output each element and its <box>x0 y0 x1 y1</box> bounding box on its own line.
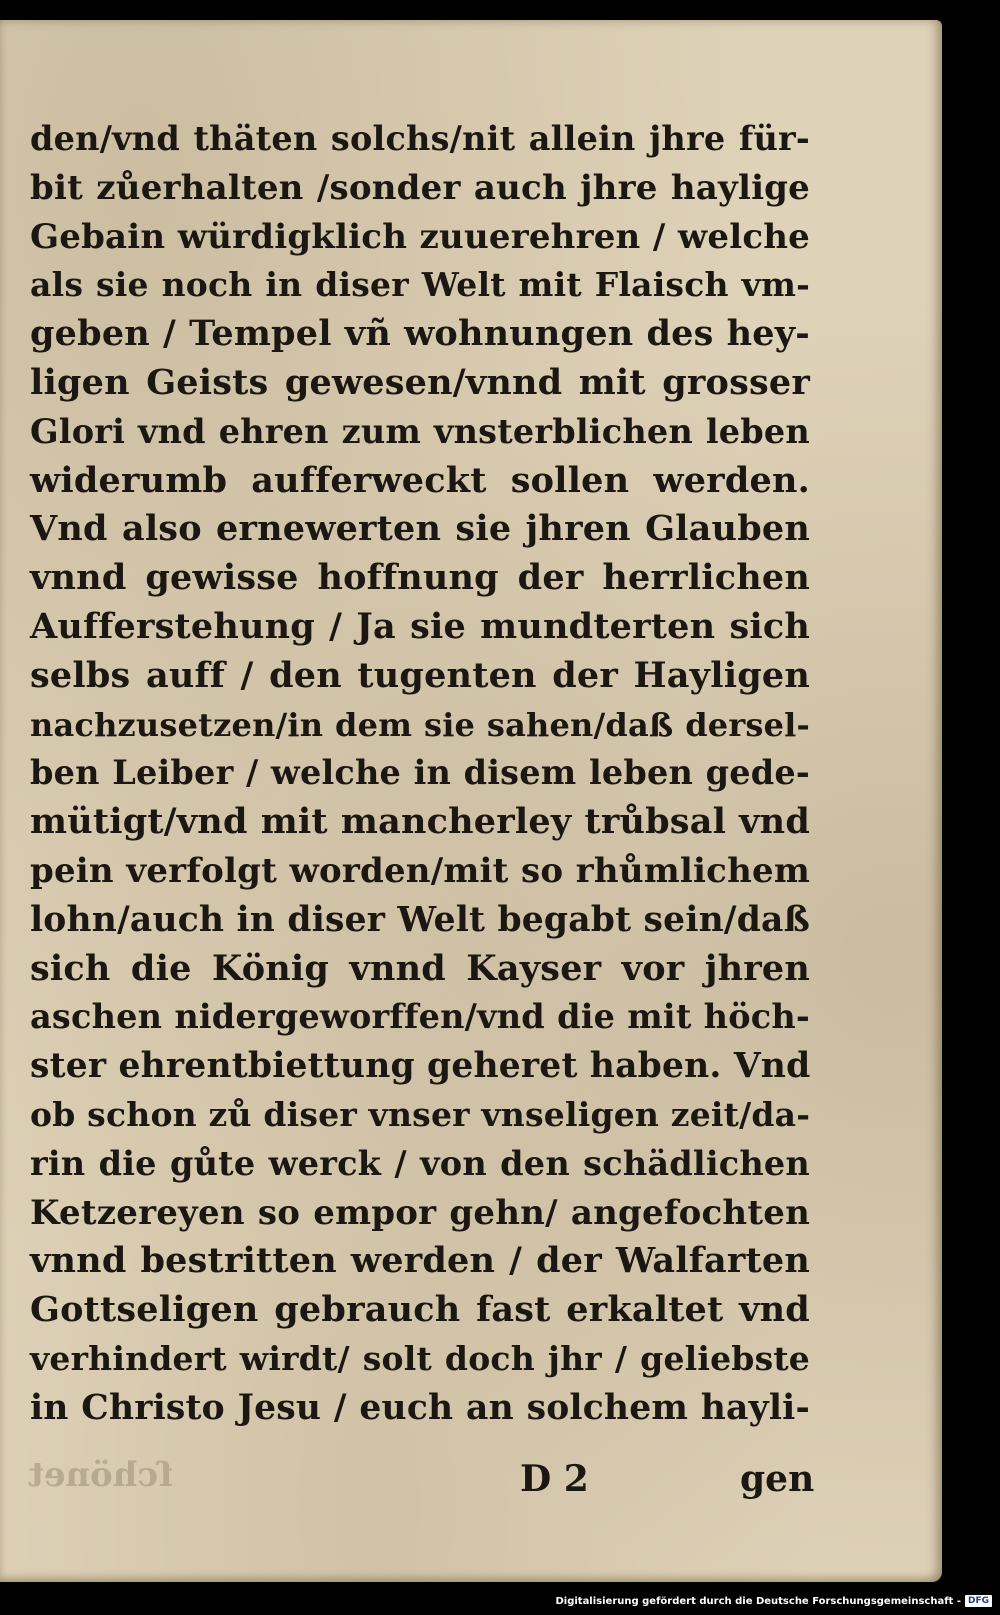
text-line: vnnd gewisse hoffnung der herrlichen <box>30 557 810 599</box>
text-line: ligen Geists gewesen/vnnd mit grosser <box>30 361 810 403</box>
text-line: Gottseligen gebrauch fast erkaltet vnd <box>30 1289 810 1331</box>
catchword: gen <box>740 1458 815 1500</box>
footer <box>555 1589 992 1613</box>
text-line: ob schon zů diser vnser vnseligen zeit/da- <box>30 1094 811 1134</box>
text-line: Gebain würdigklich zuuerehren / welche <box>30 216 810 257</box>
text-line: den/vnd thäten solchs/nit allein jhre für- <box>30 119 810 158</box>
text-line: als sie noch in diser Welt mit Flaisch vm- <box>30 265 810 305</box>
text-line: ster ehrentbiettung geheret haben. Vnd <box>30 1046 811 1087</box>
text-line: vnnd bestritten werden / der Walfarten <box>30 1240 810 1282</box>
text-line: bit zůerhalten /sonder auch jhre haylige <box>30 167 810 208</box>
text-line: Ketzereyen so empor gehn/ angefochten <box>30 1192 810 1233</box>
body-text <box>30 115 810 1433</box>
text-line: Glori vnd ehren zum vnsterblichen leben <box>30 411 810 451</box>
text-line: nachzusetzen/in dem sie sahen/daß dersel- <box>30 705 810 744</box>
text-line: in Christo Jesu / euch an solchem hayli- <box>30 1387 810 1428</box>
text-line: verhindert wirdt/ solt doch jhr / geliebste <box>30 1338 810 1378</box>
text-line: rin die gůte werck / von den schädlichen <box>30 1143 810 1183</box>
text-line: ben Leiber / welche in disem leben gede- <box>30 753 810 793</box>
text-line: Vnd also ernewerten sie jhren Glauben <box>30 508 810 550</box>
funding-credit: Digitalisierung gefördert durch die Deutsche Forschungsgemeinschaft - <box>555 1595 961 1607</box>
text-line: mütigt/vnd mit mancherley trůbsal vnd <box>30 801 810 843</box>
book-page <box>0 20 942 1582</box>
text-line: sich die König vnnd Kayser vor jhren <box>30 947 810 989</box>
text-line: geben / Tempel vñ wohnungen des hey- <box>30 313 810 355</box>
signature-mark: D 2 <box>520 1458 589 1500</box>
text-line: aschen nidergeworffen/vnd die mit höch- <box>30 997 810 1037</box>
text-line: selbs auff / den tugenten der Hayligen <box>30 654 810 696</box>
text-line: pein verfolgt worden/mit so rhůmlichem <box>30 850 810 891</box>
bleed-through-text: ſchönet <box>28 1455 173 1495</box>
text-line: Aufferstehung / Ja sie mundterten sich <box>30 605 810 647</box>
dfg-logo: DFG <box>965 1595 992 1607</box>
text-line: lohn/auch in diser Welt begabt sein/daß <box>30 899 810 940</box>
text-line: widerumb aufferweckt sollen werden. <box>30 459 810 501</box>
